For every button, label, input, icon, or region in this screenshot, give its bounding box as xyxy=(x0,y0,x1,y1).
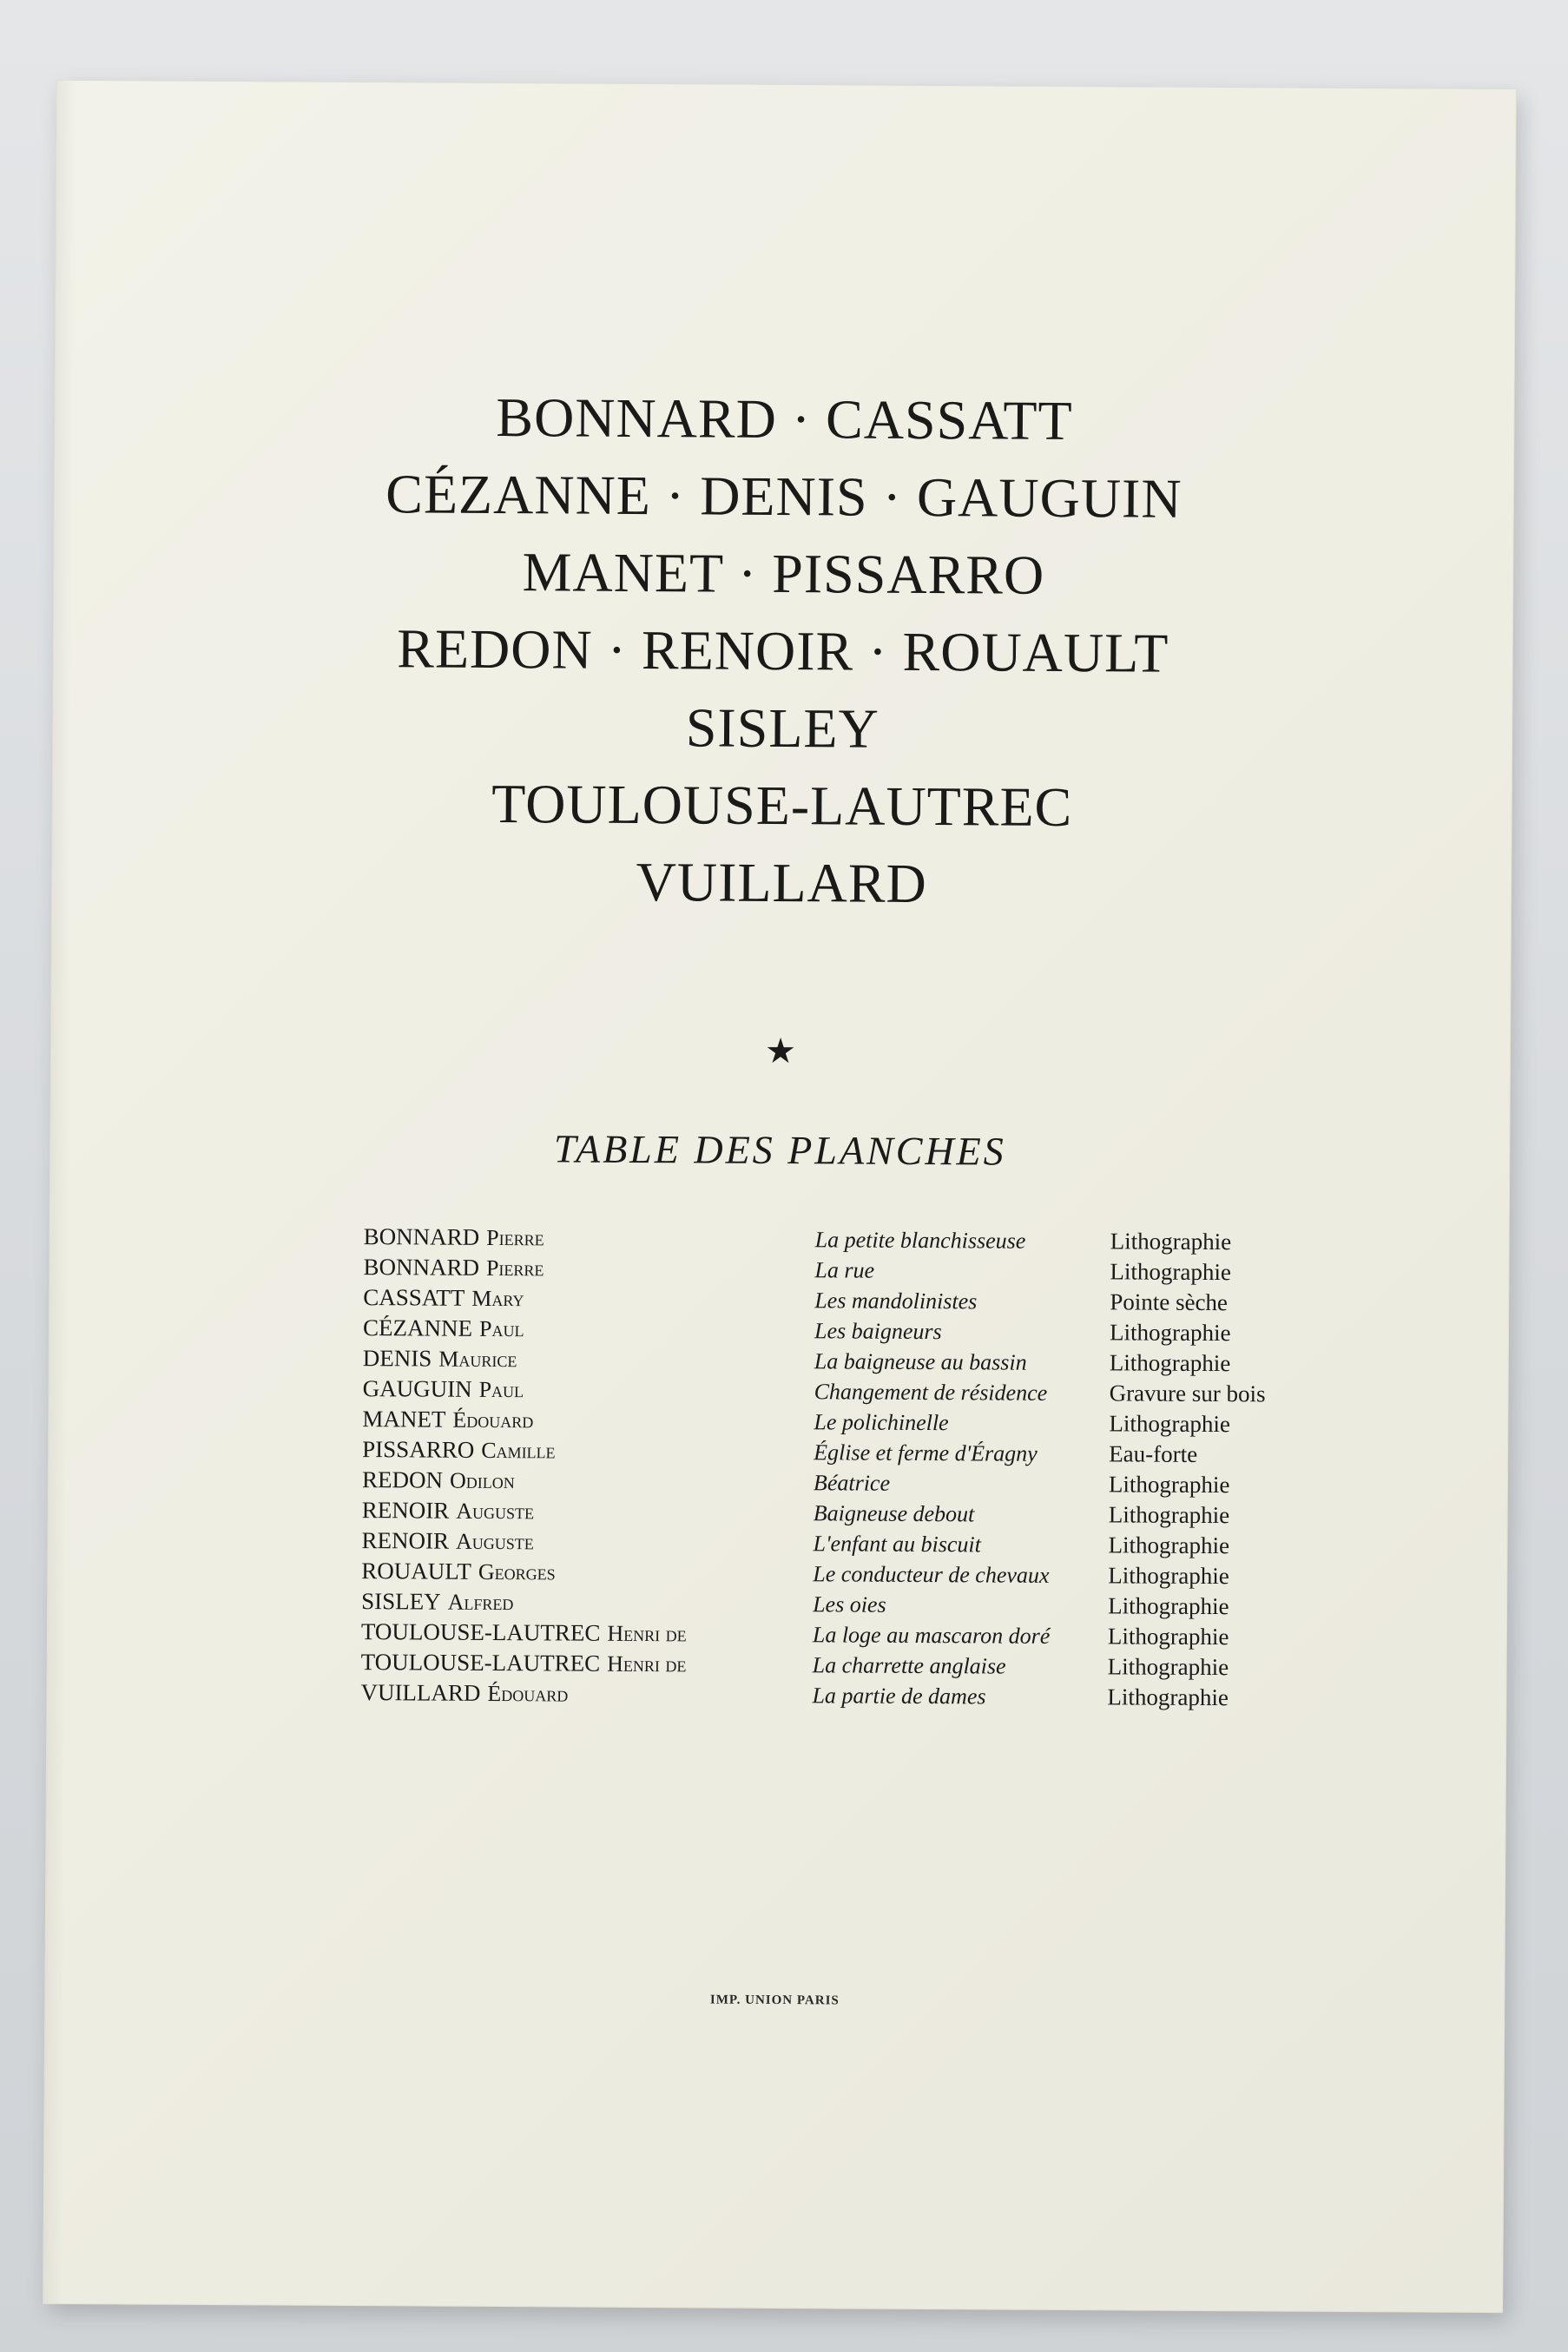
artists-header xyxy=(52,376,1514,926)
artists-line: VUILLARD xyxy=(636,850,927,915)
plate-technique: Pointe sèche xyxy=(1110,1288,1229,1316)
artist-name-cell xyxy=(361,1586,813,1619)
artist-name-cell xyxy=(363,1313,814,1346)
plate-technique: Lithographie xyxy=(1108,1532,1230,1559)
plate-technique: Eau-forte xyxy=(1109,1440,1198,1467)
plate-technique: Lithographie xyxy=(1107,1653,1229,1681)
plate-title: La rue xyxy=(814,1257,875,1283)
artist-name-cell xyxy=(363,1374,814,1407)
plate-technique: Lithographie xyxy=(1109,1410,1230,1438)
document-page xyxy=(43,81,1516,2312)
artist-last-name: REDON xyxy=(361,1466,444,1493)
plate-title: La petite blanchisseuse xyxy=(814,1227,1026,1254)
artist-last-name: RENOIR xyxy=(361,1527,450,1554)
printer-imprint: IMP. UNION PARIS xyxy=(709,1993,840,2008)
plate-title: Église et ferme d'Éragny xyxy=(814,1440,1038,1466)
artist-name-cell xyxy=(363,1252,814,1285)
artist-last-name: PISSARRO xyxy=(362,1436,475,1463)
artist-first-name: Maurice xyxy=(438,1346,517,1373)
artist-last-name: TOULOUSE-LAUTREC xyxy=(360,1649,601,1677)
artist-last-name: DENIS xyxy=(362,1345,432,1372)
plate-technique: Lithographie xyxy=(1109,1349,1231,1377)
artist-first-name: Pierre xyxy=(486,1224,544,1251)
artists-line: BONNARD · CASSATT xyxy=(496,385,1073,452)
artist-first-name: Paul xyxy=(478,1315,524,1342)
artists-line: CÉZANNE · DENIS · GAUGUIN xyxy=(385,463,1183,530)
artist-name-cell xyxy=(363,1282,814,1315)
plate-technique: Gravure sur bois xyxy=(1109,1380,1266,1407)
artist-name-cell xyxy=(363,1343,814,1376)
plate-title: La charrette anglaise xyxy=(812,1652,1006,1679)
artist-last-name: TOULOUSE-LAUTREC xyxy=(360,1618,601,1646)
artist-name-cell xyxy=(360,1677,812,1710)
plate-technique: Lithographie xyxy=(1108,1471,1230,1499)
artist-first-name: Odilon xyxy=(449,1467,515,1494)
plates-table xyxy=(360,1222,1361,1714)
artist-name-cell xyxy=(361,1525,813,1558)
artist-last-name: CÉZANNE xyxy=(362,1314,473,1341)
plate-title: Les baigneurs xyxy=(814,1318,942,1345)
plate-title: Le polichinelle xyxy=(814,1409,949,1436)
plate-technique: Lithographie xyxy=(1107,1623,1229,1650)
plate-technique: Lithographie xyxy=(1109,1319,1231,1347)
artist-name-cell xyxy=(362,1404,814,1437)
artist-first-name: Georges xyxy=(478,1558,556,1585)
artist-first-name: Mary xyxy=(471,1285,524,1312)
plate-technique: Lithographie xyxy=(1107,1683,1229,1711)
artist-first-name: Henri de xyxy=(607,1650,687,1677)
artist-first-name: Henri de xyxy=(607,1620,687,1647)
artist-last-name: CASSATT xyxy=(363,1284,465,1311)
plate-title: Les oies xyxy=(813,1591,886,1617)
artist-first-name: Auguste xyxy=(456,1498,535,1525)
artist-name-cell xyxy=(361,1556,813,1589)
plate-technique: Lithographie xyxy=(1108,1592,1229,1620)
plate-title: L'enfant au biscuit xyxy=(813,1531,981,1558)
plate-technique: Lithographie xyxy=(1108,1501,1230,1529)
plate-title: Béatrice xyxy=(813,1470,891,1496)
artist-name-cell xyxy=(361,1647,813,1680)
artists-line: MANET · PISSARRO xyxy=(522,541,1045,606)
artist-first-name: Édouard xyxy=(487,1680,569,1707)
artist-last-name: BONNARD xyxy=(363,1254,480,1281)
artist-name-cell xyxy=(364,1222,815,1255)
plate-technique: Lithographie xyxy=(1110,1258,1232,1286)
artist-last-name: VUILLARD xyxy=(360,1679,481,1706)
artist-name-cell xyxy=(361,1617,813,1650)
artist-last-name: ROUAULT xyxy=(361,1558,471,1584)
plate-title: La partie de dames xyxy=(812,1683,986,1710)
artist-last-name: BONNARD xyxy=(363,1223,480,1250)
artist-first-name: Pierre xyxy=(485,1255,544,1281)
artist-name-cell xyxy=(362,1434,814,1467)
plate-title: La baigneuse au bassin xyxy=(814,1348,1027,1375)
plate-technique: Lithographie xyxy=(1110,1228,1232,1255)
artist-first-name: Alfred xyxy=(447,1589,514,1616)
table-title: TABLE DES PLANCHES xyxy=(553,1126,1006,1174)
artist-first-name: Édouard xyxy=(452,1407,534,1433)
artist-last-name: RENOIR xyxy=(361,1497,450,1524)
plate-title: Le conducteur de chevaux xyxy=(813,1561,1050,1588)
table-row xyxy=(360,1677,1359,1714)
artists-line: TOULOUSE-LAUTREC xyxy=(491,772,1073,839)
artist-last-name: GAUGUIN xyxy=(362,1375,472,1402)
plate-title: Changement de résidence xyxy=(814,1379,1048,1406)
plate-title: Baigneuse debout xyxy=(813,1500,975,1527)
plate-title: Les mandolinistes xyxy=(814,1288,978,1314)
star-ornament-icon: ★ xyxy=(764,1031,797,1072)
artist-last-name: MANET xyxy=(362,1406,446,1433)
artist-name-cell xyxy=(362,1465,814,1498)
artists-line: SISLEY xyxy=(685,696,880,760)
artists-line: REDON · RENOIR · ROUAULT xyxy=(397,617,1169,684)
plate-title: La loge au mascaron doré xyxy=(812,1622,1051,1649)
artist-name-cell xyxy=(362,1495,814,1528)
plate-technique: Lithographie xyxy=(1108,1562,1229,1590)
artist-last-name: SISLEY xyxy=(361,1588,441,1615)
artist-first-name: Paul xyxy=(478,1376,524,1403)
artist-first-name: Camille xyxy=(481,1437,556,1464)
artist-first-name: Auguste xyxy=(455,1528,534,1555)
